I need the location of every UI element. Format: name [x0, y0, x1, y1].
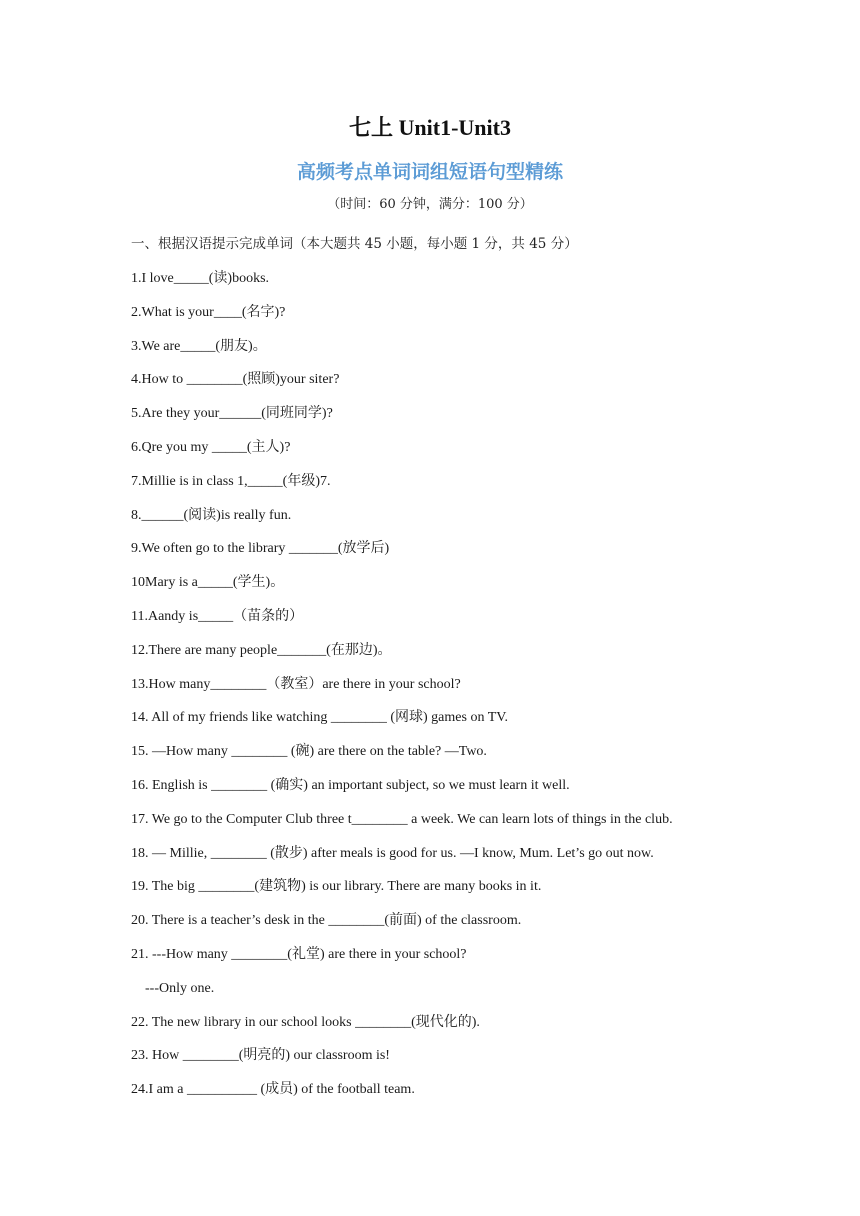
- section-heading: 一、根据汉语提示完成单词（本大题共 45 小题，每小题 1 分，共 45 分）: [131, 236, 578, 252]
- question-item: 22. The new library in our school looks ________(现代化的).: [131, 1014, 480, 1030]
- question-item: 23. How ________(明亮的) our classroom is!: [131, 1048, 390, 1064]
- question-item: 17. We go to the Computer Club three t________ a week. We can learn lots of things in the club.: [131, 811, 673, 827]
- question-item: 18. — Millie, ________ (散步) after meals is good for us. —I know, Mum. Let’s go out now.: [131, 845, 654, 861]
- question-item: 24.I am a __________ (成员) of the football team.: [131, 1082, 415, 1098]
- question-item: 11.Aandy is_____（苗条的）: [131, 608, 304, 624]
- question-item: 2.What is your____(名字)?: [131, 304, 286, 320]
- document-title: 七上 Unit1-Unit3: [349, 115, 511, 140]
- question-item: 14. All of my friends like watching ________ (网球) games on TV.: [131, 710, 509, 726]
- question-item: 16. English is ________ (确实) an important subject, so we must learn it well.: [131, 777, 570, 793]
- question-list: [131, 270, 731, 1115]
- question-item: 12.There are many people_______(在那边)。: [131, 642, 392, 658]
- question-answer-line: ---Only one.: [145, 980, 215, 996]
- question-item: 19. The big ________(建筑物) is our library. There are many books in it.: [131, 879, 542, 895]
- question-item: 21. ---How many ________(礼堂) are there in your school?: [131, 946, 467, 962]
- time-score-info: （时间：60 分钟，满分：100 分）: [327, 197, 533, 212]
- question-item: 8.______(阅读)is really fun.: [131, 507, 292, 523]
- question-item: 4.How to ________(照顾)your siter?: [131, 372, 340, 388]
- question-item: 20. There is a teacher’s desk in the ________(前面) of the classroom.: [131, 913, 522, 929]
- question-item: 1.I love_____(读)books.: [131, 271, 270, 286]
- question-item: 15. —How many ________ (碗) are there on the table? —Two.: [131, 744, 487, 760]
- document-subtitle: 高频考点单词词组短语句型精练: [296, 161, 563, 183]
- question-item: 9.We often go to the library _______(放学后): [131, 541, 390, 557]
- question-item: 5.Are they your______(同班同学)?: [131, 406, 333, 422]
- question-item: 3.We are_____(朋友)。: [131, 338, 267, 354]
- question-item: 6.Qre you my _____(主人)?: [131, 439, 291, 455]
- question-item: 7.Millie is in class 1,_____(年级)7.: [131, 473, 331, 489]
- question-item: 13.How many________（教室）are there in your school?: [131, 676, 461, 692]
- question-item: 10Mary is a_____(学生)。: [131, 575, 285, 591]
